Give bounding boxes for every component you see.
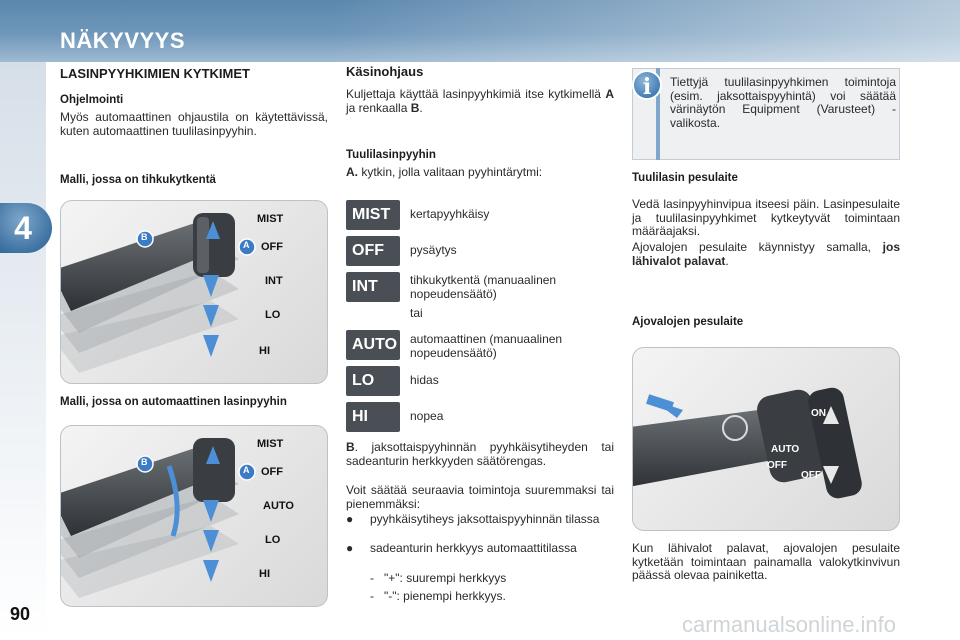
headlamp-stalk-illustration (632, 347, 900, 531)
mist-badge: MIST (346, 200, 400, 230)
mode-label-mist: MIST (257, 213, 284, 225)
lo-description: hidas (410, 373, 439, 387)
mode-label-off: OFF (261, 241, 283, 253)
headlamp-washer-heading: Ajovalojen pesulaite (632, 316, 744, 328)
stalk-label-b: B (141, 457, 148, 467)
mist-description: kertapyyhkäisy (410, 207, 490, 221)
mode-label-hi: HI (259, 568, 270, 580)
wiper-stalk-drawing-2 (61, 426, 328, 607)
left-strip (0, 62, 46, 640)
stalk-label-b: B (141, 232, 148, 242)
stalk-label-a: A (243, 465, 250, 475)
programming-heading: Ohjelmointi (60, 94, 124, 106)
manual-control-heading: Käsinohjaus (346, 64, 424, 79)
mode-label-hi: HI (259, 345, 270, 357)
hi-description: nopea (410, 409, 444, 423)
mode-label-mist: MIST (257, 438, 284, 450)
dash-item-minus: "-": pienempi herkkyys. (384, 589, 506, 603)
bullet-item-frequency: pyyhkäisytiheys jaksottaispyyhinnän tilassa (370, 512, 600, 526)
programming-text: Myös automaattinen ohjaustila on käytettävissä, kuten automaattinen tuulilasinpyyhin. (60, 110, 328, 138)
dash-item-plus: "+": suurempi herkkyys (384, 571, 507, 585)
stalk-label-a: A (243, 240, 250, 250)
mode-label-lo: LO (265, 534, 281, 546)
dash-marker: - (370, 571, 374, 585)
bullet-item-sensitivity: sadeanturin herkkyys automaattitilassa (370, 541, 577, 555)
off-description: pysäytys (410, 243, 457, 257)
bullet-marker: ● (346, 541, 354, 555)
adjust-text: Voit säätää seuraavia toimintoja suuremmaksi tai pienemmäksi: (346, 483, 614, 511)
int-badge: INT (346, 272, 400, 302)
headlamp-label-on: ON (811, 408, 826, 419)
ring-b-description: B. jaksottaispyyhinnän pyyhkäisytiheyden tai sadeanturin herkkyyden säätörengas. (346, 440, 614, 468)
wiper-stalk-illustration-1 (60, 200, 328, 384)
mode-label-lo: LO (265, 309, 281, 321)
headlamp-label-auto: AUTO (771, 444, 800, 455)
model2-heading: Malli, jossa on automaattinen lasinpyyhin (60, 396, 287, 408)
manual-control-text: Kuljettaja käyttää lasinpyyhkimiä itse kytkimellä A ja renkaalla B. (346, 87, 614, 115)
wiper-stalk-illustration-2 (60, 425, 328, 607)
mode-label-auto: AUTO (263, 500, 294, 512)
headlamp-washer-text: Kun lähivalot palavat, ajovalojen pesulaite kytketään toimintaan painamalla valokytkinvivun päässä olevaa painiketta. (632, 541, 900, 582)
or-text: tai (410, 306, 423, 320)
page-title: NÄKYVYYS (60, 28, 186, 53)
off-badge: OFF (346, 236, 400, 266)
section-heading: LASINPYYHKIMIEN KYTKIMET (60, 66, 250, 81)
switch-a-description: A. kytkin, jolla valitaan pyyhintärytmi: (346, 165, 543, 179)
windscreen-wiper-heading: Tuulilasinpyyhin (346, 149, 436, 161)
hi-badge: HI (346, 402, 400, 432)
bullet-marker: ● (346, 512, 354, 526)
headlamp-label-off-2: OFF (801, 470, 821, 481)
headlamp-label-off-1: OFF (767, 460, 787, 471)
header-fade (330, 0, 960, 62)
watermark: carmanualsonline.info (682, 612, 897, 637)
auto-description: automaattinen (manuaalinen nopeudensäätö) (410, 332, 563, 360)
chapter-number: 4 (14, 210, 32, 246)
headlamp-stalk-drawing (633, 348, 900, 531)
washer-text: Vedä lasinpyyhinvipua itseesi päin. Lasinpesulaite ja tuulilasinpyyhkimet kytkeytyvät toimintaan määräajaksi. (632, 197, 900, 238)
page-number: 90 (10, 604, 31, 624)
info-text: Tiettyjä tuulilasinpyyhkimen toimintoja (esim. jaksottaispyyhintä) voi säätää värinäytön Equipment (Varusteet) -valikosta. (670, 75, 896, 130)
dash-marker: - (370, 589, 374, 603)
mode-label-off: OFF (261, 466, 283, 478)
model1-heading: Malli, jossa on tihkukytkentä (60, 174, 216, 186)
int-description: tihkukytkentä (manuaalinen nopeudensäätö) (410, 273, 557, 301)
mode-label-int: INT (265, 275, 283, 287)
info-icon: i (632, 70, 662, 100)
auto-badge: AUTO (346, 330, 400, 360)
washer-text-2: Ajovalojen pesulaite käynnistyy samalla, jos lähivalot palavat. (632, 240, 900, 268)
wiper-stalk-drawing-1 (61, 201, 328, 384)
washer-heading: Tuulilasin pesulaite (632, 172, 738, 184)
lo-badge: LO (346, 366, 400, 396)
